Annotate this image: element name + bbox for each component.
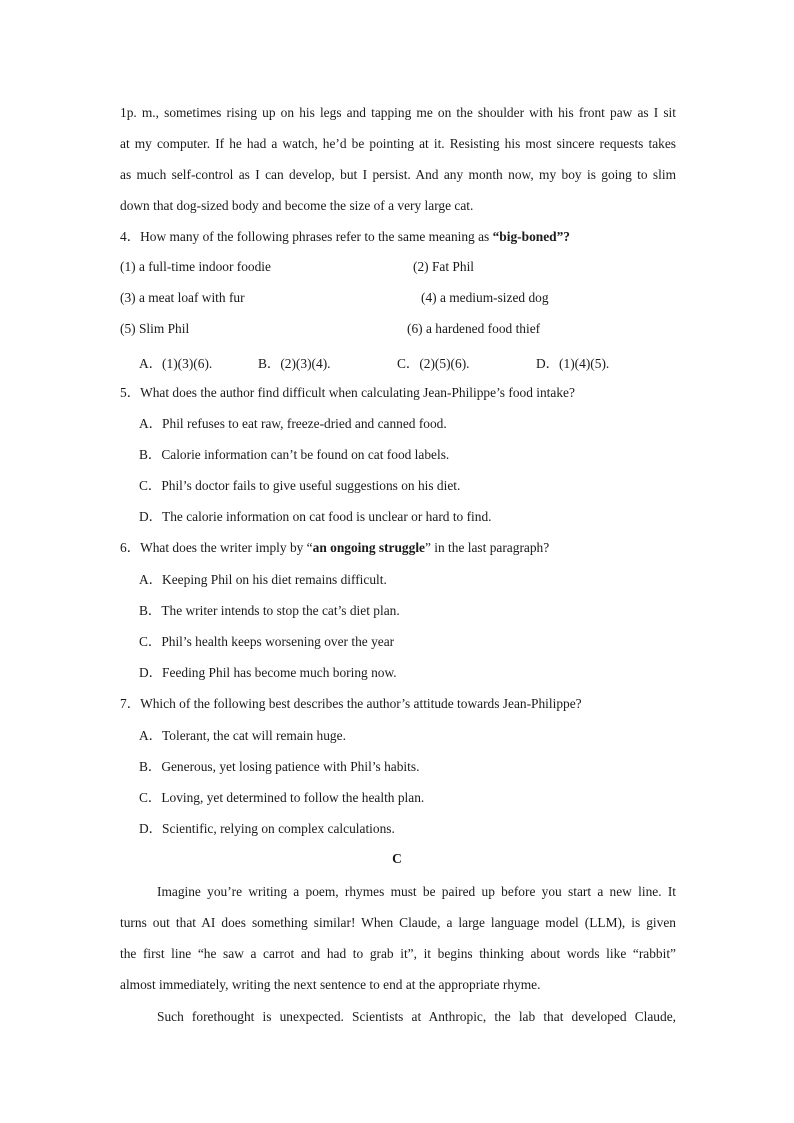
q7-option-b: B．Generous, yet losing patience with Phil’s habits. xyxy=(139,759,420,774)
q5-option-c: C．Phil’s doctor fails to give useful suggestions on his diet. xyxy=(139,478,461,493)
q5-option-d: D．The calorie information on cat food is unclear or hard to find. xyxy=(139,509,492,524)
question-6-stem-post: ” in the last paragraph? xyxy=(425,540,550,555)
q6-option-b: B．The writer intends to stop the cat’s diet plan. xyxy=(139,603,400,618)
question-6-stem xyxy=(120,539,676,557)
section-c-line: Such forethought is unexpected. Scientists at Anthropic, the lab that developed Claude, xyxy=(157,1009,676,1024)
q4-phrase: (3) a meat loaf with fur xyxy=(120,290,245,305)
question-7-stem: 7．Which of the following best describes the author’s attitude towards Jean-Philippe? xyxy=(120,696,582,711)
q6-option-d: D．Feeding Phil has become much boring now. xyxy=(139,665,397,680)
q4-phrase: (4) a medium-sized dog xyxy=(421,290,549,305)
section-c-line: Imagine you’re writing a poem, rhymes must be paired up before you start a new line. It xyxy=(157,884,676,899)
q4-option-d: D．(1)(4)(5). xyxy=(536,356,610,371)
section-c-line: the first line “he saw a carrot and had to grab it”, it begins thinking about words like “rabbit” xyxy=(120,946,676,961)
question-6-stem-pre: 6．What does the writer imply by “ xyxy=(120,540,313,555)
question-4-keyword: “big-boned”? xyxy=(492,229,570,244)
q4-option-b: B．(2)(3)(4). xyxy=(258,356,331,371)
q4-option-a: A．(1)(3)(6). xyxy=(139,356,213,371)
q5-option-b: B．Calorie information can’t be found on cat food labels. xyxy=(139,447,450,462)
q6-option-c: C．Phil’s health keeps worsening over the year xyxy=(139,634,395,649)
section-c-line: almost immediately, writing the next sentence to end at the appropriate rhyme. xyxy=(120,977,541,992)
q4-phrase: (6) a hardened food thief xyxy=(407,321,541,336)
q4-phrase: (5) Slim Phil xyxy=(120,321,190,336)
q4-option-c: C．(2)(5)(6). xyxy=(397,356,470,371)
passage-line: as much self-control as I can develop, but I persist. And any month now, my boy is going to slim xyxy=(120,167,676,182)
q6-option-a: A．Keeping Phil on his diet remains difficult. xyxy=(139,572,387,587)
question-4-stem xyxy=(120,228,676,246)
q5-option-a: A．Phil refuses to eat raw, freeze-dried and canned food. xyxy=(139,416,447,431)
q4-phrase: (2) Fat Phil xyxy=(413,259,475,274)
passage-line: down that dog-sized body and become the size of a very large cat. xyxy=(120,198,474,213)
question-6-keyword: an ongoing struggle xyxy=(312,540,425,555)
q7-option-d: D．Scientific, relying on complex calculations. xyxy=(139,821,395,836)
passage-line: at my computer. If he had a watch, he’d be pointing at it. Resisting his most sincere requests takes xyxy=(120,136,676,151)
q4-phrase: (1) a full-time indoor foodie xyxy=(120,259,271,274)
section-c-heading: C xyxy=(392,851,402,866)
question-4-stem-text: 4．How many of the following phrases refer to the same meaning as xyxy=(120,229,493,244)
q7-option-a: A．Tolerant, the cat will remain huge. xyxy=(139,728,346,743)
q7-option-c: C．Loving, yet determined to follow the health plan. xyxy=(139,790,425,805)
section-c-line: turns out that AI does something similar! When Claude, a large language model (LLM), is given xyxy=(120,915,676,930)
question-5-stem: 5．What does the author find difficult when calculating Jean-Philippe’s food intake? xyxy=(120,385,575,400)
passage-line: 1p. m., sometimes rising up on his legs and tapping me on the shoulder with his front paw as I sit xyxy=(120,105,676,120)
